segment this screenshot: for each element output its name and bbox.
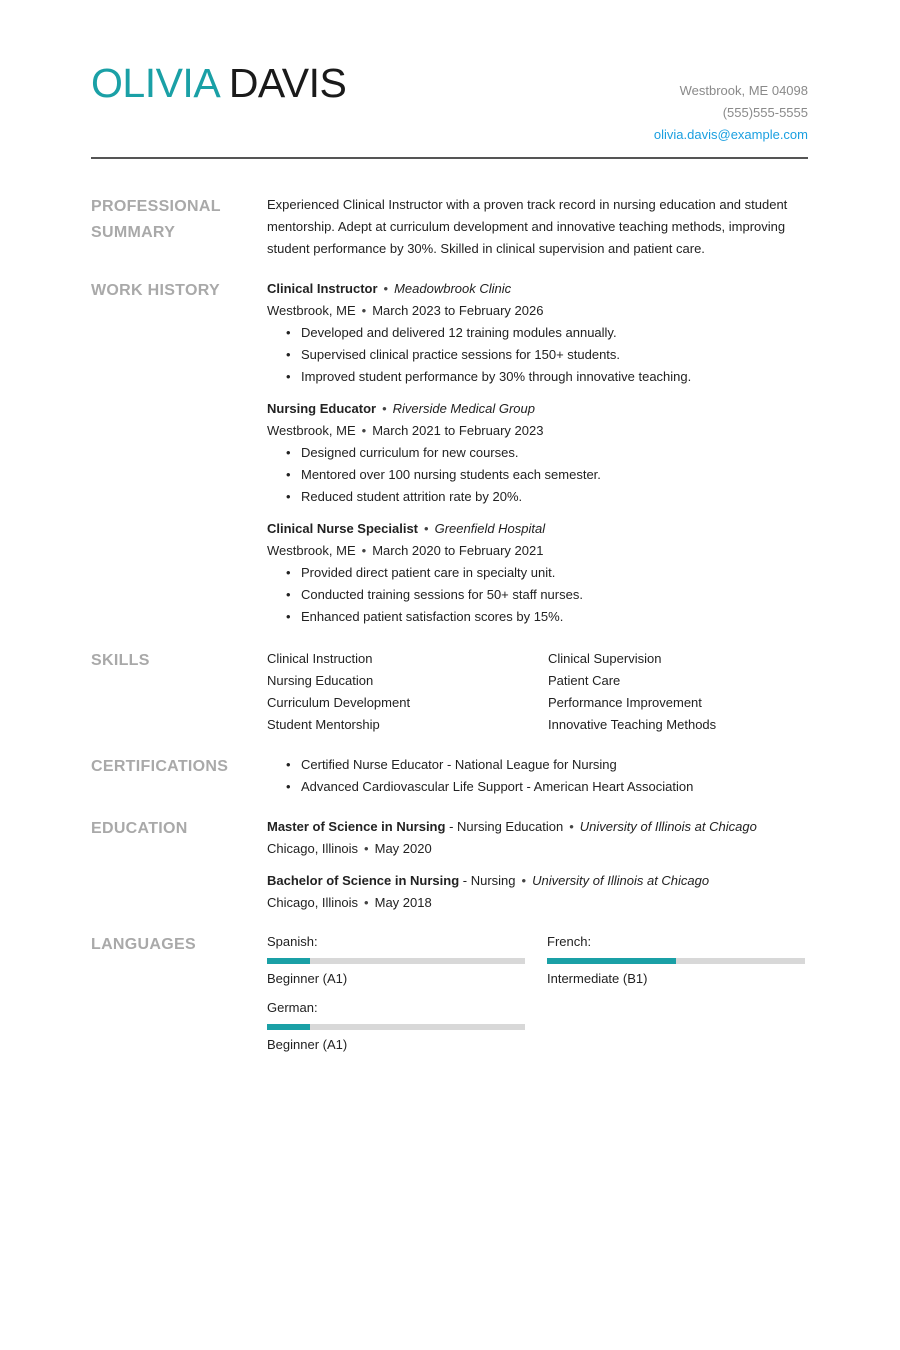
job-title: Clinical Instructor (267, 281, 378, 296)
education-entry (267, 816, 807, 860)
job-bullet: • Provided direct patient care in specialty unit. (301, 562, 807, 584)
employer: Riverside Medical Group (392, 401, 535, 416)
certification-item: • Advanced Cardiovascular Life Support - American Heart Association (301, 776, 807, 798)
job-entry (267, 398, 807, 508)
proficiency-fill (267, 958, 310, 964)
job-bullets (267, 322, 807, 388)
candidate-name (91, 58, 346, 108)
job-dates: March 2020 to February 2021 (372, 543, 544, 558)
summary-heading-line2: SUMMARY (91, 224, 176, 241)
school: University of Illinois at Chicago (579, 819, 757, 834)
job-dates: March 2021 to February 2023 (372, 423, 544, 438)
skills-list (267, 648, 807, 736)
summary-section (91, 194, 808, 264)
education-heading: EDUCATION (91, 820, 188, 837)
skill-item: Clinical Instruction (267, 651, 373, 666)
summary-text: Experienced Clinical Instructor with a proven track record in nursing education and student mentorship. Adept at curriculum development and innovative teaching methods, improving student performance by 30%. Skilled in clinical supervision and patient care. (267, 197, 788, 256)
summary-heading (91, 194, 241, 246)
education-meta (267, 838, 807, 860)
separator-dot: • (364, 895, 369, 910)
address: Westbrook, ME 04098 (679, 83, 808, 98)
job-header (267, 398, 807, 420)
skills-heading: SKILLS (91, 652, 150, 669)
skill-item: Innovative Teaching Methods (548, 717, 717, 732)
language-level: Beginner (A1) (267, 1037, 348, 1052)
certifications-list (267, 754, 807, 798)
contact-info (654, 80, 808, 146)
job-location: Westbrook, ME (267, 423, 356, 438)
job-title: Nursing Educator (267, 401, 377, 416)
summary-heading-line1: PROFESSIONAL (91, 198, 221, 215)
resume-page (91, 0, 808, 1052)
language-entry (267, 932, 547, 990)
skill-item: Curriculum Development (267, 695, 411, 710)
job-entry (267, 278, 807, 388)
separator-dot: • (383, 281, 389, 296)
languages-heading: LANGUAGES (91, 936, 196, 953)
school-location: Chicago, Illinois (267, 841, 359, 856)
job-entry (267, 518, 807, 628)
certification-bullets (267, 754, 807, 798)
proficiency-fill (547, 958, 676, 964)
job-bullets (267, 442, 807, 508)
skill-item: Patient Care (548, 673, 621, 688)
employer: Greenfield Hospital (434, 521, 546, 536)
work-history-list (267, 278, 807, 638)
job-bullets (267, 562, 807, 628)
graduation-date: May 2020 (374, 841, 432, 856)
language-name: Spanish: (267, 934, 318, 949)
separator-dot: • (521, 873, 527, 888)
degree: Master of Science in Nursing (267, 819, 446, 834)
job-location: Westbrook, ME (267, 543, 356, 558)
field-of-study: - Nursing Education (449, 819, 564, 834)
work-history-heading: WORK HISTORY (91, 282, 220, 299)
job-dates: March 2023 to February 2026 (372, 303, 544, 318)
separator-dot: • (424, 521, 429, 536)
email-link[interactable]: olivia.davis@example.com (653, 127, 808, 142)
job-bullet: • Supervised clinical practice sessions for 150+ students. (301, 344, 807, 366)
language-name: German: (267, 1000, 318, 1015)
job-title: Clinical Nurse Specialist (267, 521, 419, 536)
phone: (555)555-5555 (722, 105, 808, 120)
job-bullet: • Developed and delivered 12 training modules annually. (301, 322, 807, 344)
job-meta (267, 300, 807, 322)
certification-item: • Certified Nurse Educator - National League for Nursing (301, 754, 807, 776)
separator-dot: • (361, 303, 367, 318)
job-bullet: • Mentored over 100 nursing students each semester. (301, 464, 807, 486)
job-bullet: • Conducted training sessions for 50+ staff nurses. (301, 584, 807, 606)
language-entry (267, 998, 547, 1056)
separator-dot: • (361, 543, 367, 558)
education-header (267, 870, 807, 892)
skill-item: Student Mentorship (267, 717, 380, 732)
job-location: Westbrook, ME (267, 303, 356, 318)
proficiency-fill (267, 1024, 310, 1030)
first-name: OLIVIA (91, 60, 218, 106)
job-bullet: • Improved student performance by 30% through innovative teaching. (301, 366, 807, 388)
header-divider (91, 157, 808, 159)
graduation-date: May 2018 (374, 895, 432, 910)
separator-dot: • (382, 401, 387, 416)
certifications-heading: CERTIFICATIONS (91, 758, 229, 775)
language-name: French: (547, 934, 592, 949)
job-meta (267, 540, 807, 562)
skill-item: Performance Improvement (548, 695, 702, 710)
separator-dot: • (569, 819, 574, 834)
languages-list (267, 932, 807, 1056)
proficiency-bar (547, 958, 805, 964)
degree: Bachelor of Science in Nursing (267, 873, 460, 888)
skill-item: Clinical Supervision (548, 651, 662, 666)
education-header (267, 816, 807, 838)
skill-item: Nursing Education (267, 673, 374, 688)
job-header (267, 518, 807, 540)
field-of-study: - Nursing (462, 873, 516, 888)
school-location: Chicago, Illinois (267, 895, 359, 910)
resume-header (91, 0, 808, 160)
last-name: DAVIS (228, 60, 347, 106)
language-level: Intermediate (B1) (547, 971, 648, 986)
employer: Meadowbrook Clinic (394, 281, 512, 296)
education-list (267, 816, 807, 924)
separator-dot: • (361, 423, 367, 438)
proficiency-bar (267, 958, 525, 964)
language-entry (547, 932, 805, 990)
separator-dot: • (364, 841, 369, 856)
education-entry (267, 870, 807, 914)
job-header (267, 278, 807, 300)
job-bullet: • Reduced student attrition rate by 20%. (301, 486, 807, 508)
job-bullet: • Enhanced patient satisfaction scores by 15%. (301, 606, 807, 628)
school: University of Illinois at Chicago (532, 873, 710, 888)
job-meta (267, 420, 807, 442)
education-meta (267, 892, 807, 914)
proficiency-bar (267, 1024, 525, 1030)
job-bullet: • Designed curriculum for new courses. (301, 442, 807, 464)
language-level: Beginner (A1) (267, 971, 348, 986)
